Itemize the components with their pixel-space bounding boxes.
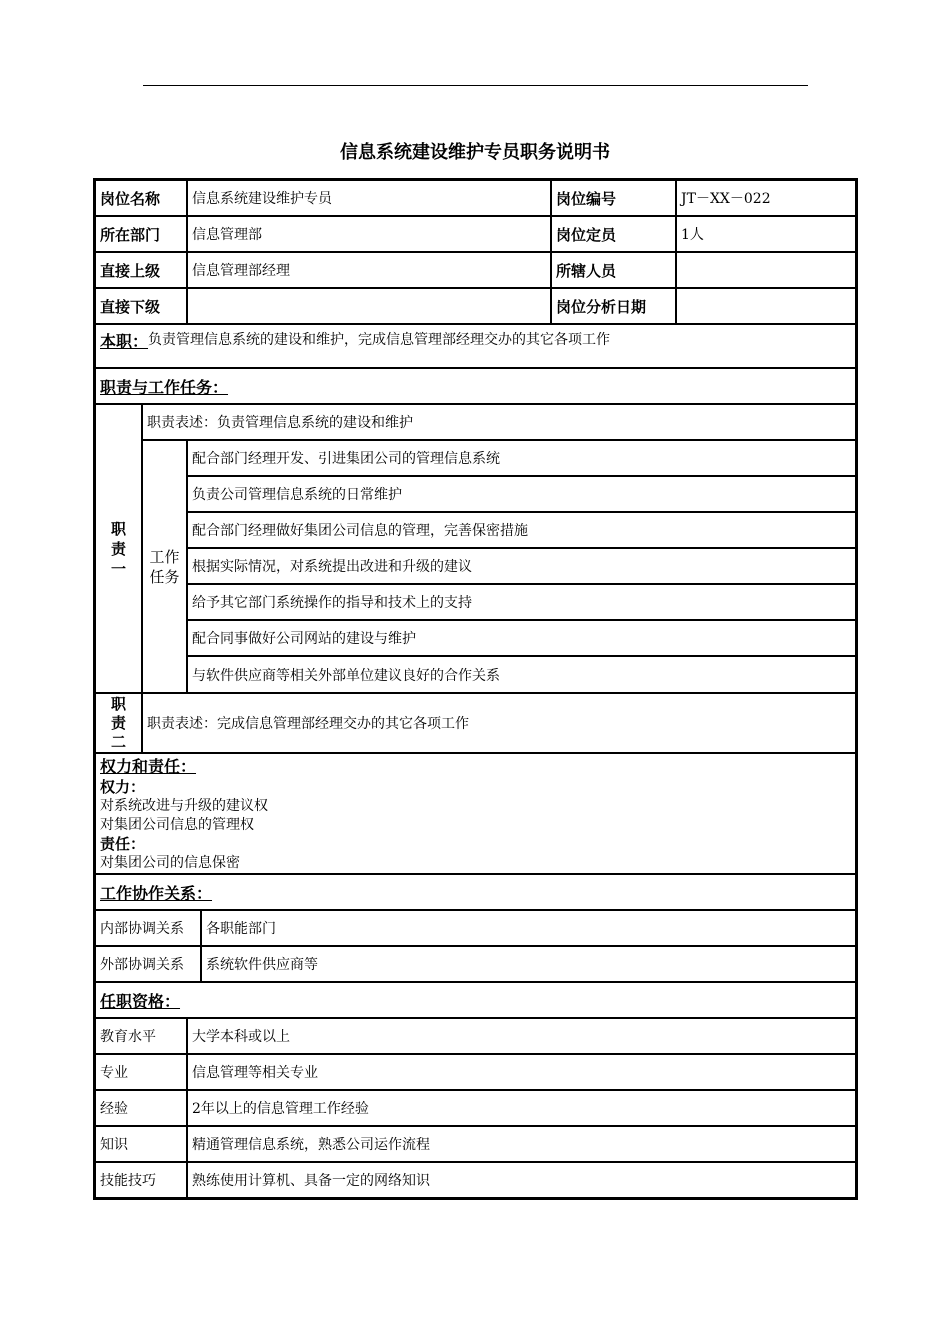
task-item: 配合同事做好公司网站的建设与维护 — [187, 620, 856, 656]
duty1-label — [95, 404, 142, 693]
headcount-label: 岗位定员 — [551, 216, 676, 252]
headcount-value: 1人 — [676, 216, 856, 252]
qualification-value: 熟练使用计算机、具备一定的网络知识 — [187, 1162, 856, 1198]
qualification-label: 专业 — [95, 1054, 187, 1090]
duty2-char: 责 — [110, 713, 126, 732]
task-item: 给予其它部门系统操作的指导和技术上的支持 — [187, 584, 856, 620]
responsibility-item: 对集团公司的信息保密 — [100, 855, 240, 871]
direct-sub-value — [187, 288, 551, 324]
duty1-char: 职 — [110, 519, 126, 538]
document-title: 信息系统建设维护专员职务说明书 — [340, 142, 610, 163]
power-label: 权力： — [100, 778, 146, 796]
subordinates-label: 所辖人员 — [551, 252, 676, 288]
power-item: 对集团公司信息的管理权 — [100, 817, 254, 833]
header-rule — [143, 85, 808, 86]
analysis-date-value — [676, 288, 856, 324]
external-label: 外部协调关系 — [95, 946, 201, 982]
position-code-label: 岗位编号 — [551, 180, 676, 216]
authority-title: 权力和责任： — [100, 757, 197, 776]
duty1-char: 责 — [110, 539, 126, 558]
duty1-char: 一 — [110, 559, 126, 578]
qualification-value: 大学本科或以上 — [187, 1018, 856, 1054]
cooperation-title: 工作协作关系： — [95, 874, 856, 910]
qualification-label: 经验 — [95, 1090, 187, 1126]
duty-row — [95, 324, 856, 368]
qualification-value: 信息管理等相关专业 — [187, 1054, 856, 1090]
position-name-value: 信息系统建设维护专员 — [187, 180, 551, 216]
department-label: 所在部门 — [95, 216, 187, 252]
position-code-value: JT－XX－022 — [676, 180, 856, 216]
duty2-char: 二 — [110, 732, 126, 751]
duty1-statement: 职责表述：负责管理信息系统的建设和维护 — [142, 404, 856, 440]
responsibilities-title: 职责与工作任务： — [95, 368, 856, 404]
task-item: 与软件供应商等相关外部单位建议良好的合作关系 — [187, 656, 856, 693]
direct-sub-label: 直接下级 — [95, 288, 187, 324]
task-item: 配合部门经理做好集团公司信息的管理，完善保密措施 — [187, 512, 856, 548]
tasks-label-line: 工作 — [149, 547, 180, 566]
qualification-value: 2年以上的信息管理工作经验 — [187, 1090, 856, 1126]
subordinates-value — [676, 252, 856, 288]
internal-value: 各职能部门 — [201, 910, 856, 946]
task-item: 负责公司管理信息系统的日常维护 — [187, 476, 856, 512]
qualification-label: 技能技巧 — [95, 1162, 187, 1198]
duty2-char: 职 — [110, 694, 126, 713]
department-value: 信息管理部 — [187, 216, 551, 252]
power-item: 对系统改进与升级的建议权 — [100, 798, 268, 814]
authority-block — [95, 753, 856, 874]
responsibility-label: 责任： — [100, 835, 146, 853]
qualification-value: 精通管理信息系统，熟悉公司运作流程 — [187, 1126, 856, 1162]
analysis-date-label: 岗位分析日期 — [551, 288, 676, 324]
duty2-label — [95, 693, 142, 753]
duty1-tasks-label — [142, 440, 187, 693]
internal-label: 内部协调关系 — [95, 910, 201, 946]
superior-value: 信息管理部经理 — [187, 252, 551, 288]
qualification-label: 知识 — [95, 1126, 187, 1162]
qualification-label: 教育水平 — [95, 1018, 187, 1054]
qualifications-title: 任职资格： — [95, 982, 856, 1018]
tasks-label-line: 任务 — [149, 567, 180, 586]
external-value: 系统软件供应商等 — [201, 946, 856, 982]
task-item: 根据实际情况，对系统提出改进和升级的建议 — [187, 548, 856, 584]
duty-text: 负责管理信息系统的建设和维护，完成信息管理部经理交办的其它各项工作 — [148, 332, 611, 348]
task-item: 配合部门经理开发、引进集团公司的管理信息系统 — [187, 440, 856, 476]
duty2-statement: 职责表述：完成信息管理部经理交办的其它各项工作 — [142, 693, 856, 753]
superior-label: 直接上级 — [95, 252, 187, 288]
duty-label: 本职： — [100, 332, 149, 351]
position-name-label: 岗位名称 — [95, 180, 187, 216]
